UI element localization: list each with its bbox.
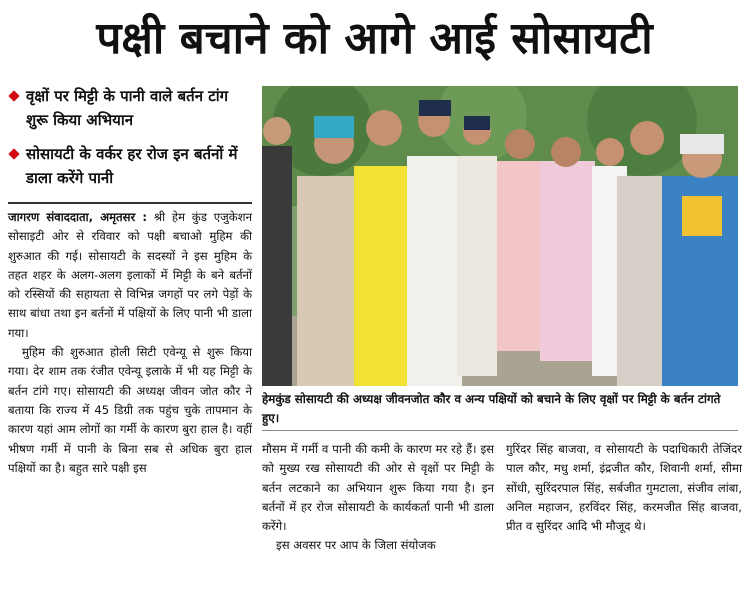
news-photo [262, 86, 738, 386]
red-diamond-bullet-icon [8, 90, 19, 101]
red-diamond-bullet-icon [8, 148, 19, 159]
photo-caption: हेमकुंड सोसायटी की अध्यक्ष जीवनजोत कौर व अन्य पक्षियों को बचाने के लिए वृक्षों पर मिट्टी के बर्तन टांगते हुए। [262, 392, 721, 425]
paragraph: गुरिंदर सिंह बाजवा, व सोसायटी के पदाधिकारी तेजिंदर पाल कौर, मधु शर्मा, इंद्रजीत कौर, शिवानी शर्मा, सीमा सोंधी, सुरिंदरपाल सिंह, सर्बजीत गुमटाला, संजीव लांबा, अनिल महाजन, हरविंदर सिंह, करमजीत सिंह बाजवा, प्रीत व सुरिंदर आदि भी मौजूद थे। [506, 442, 742, 534]
highlight-text: सोसायटी के वर्कर हर रोज इन बर्तनों में डाला करेंगे पानी [26, 145, 238, 187]
highlight-item [8, 142, 252, 190]
paragraph: इस अवसर पर आप के जिला संयोजक [276, 538, 436, 553]
headline: पक्षी बचाने को आगे आई सोसायटी [96, 13, 653, 64]
paragraph: श्री हेम कुंड एजुकेशन सोसाइटी ओर से रविवार को पक्षी बचाओ मुहिम की शुरुआत की गई। सोसायटी के सदस्यों ने इस मुहिम के तहत शहर के अलग-अलग इलाकों में मिट्टी के बने बर्तनों को रस्सियों की सहायता से विभिन्न जगहों पर लगे पेड़ों के साथ बांधा तथा इन बर्तनों में पक्षियों के लिए पानी भी डाला गया। [8, 210, 253, 340]
article-column-2 [262, 440, 494, 556]
group-photo-illustration [262, 86, 738, 386]
highlight-item [8, 84, 252, 132]
divider [262, 430, 738, 431]
highlight-text: वृक्षों पर मिट्टी के पानी वाले बर्तन टांग शुरू किया अभियान [26, 87, 229, 129]
paragraph: मौसम में गर्मी व पानी की कमी के कारण मर रहे हैं। इस को मुख्य रख सोसायटी की ओर से वृक्षों पर मिट्टी के बर्तन लटकाने का अभियान शुरू किया गया है। इन बर्तनों में हर रोज सोसायटी के कार्यकर्ता पानी भी डाला करेंगे। [262, 442, 494, 534]
highlights-list [8, 84, 252, 200]
paragraph: मुहिम की शुरुआत होली सिटी एवेन्यू से शुरू किया गया। देर शाम तक रंजीत एवेन्यू इलाके में भी यह मिट्टी के बर्तन टांगे गए। सोसायटी की अध्यक्ष जीवन जोत कौर ने बताया कि राज्य में 45 डिग्री तक पहुंच चुके तापमान के कारण यहां आम लोगों का गर्मी के कारण बुरा हाल है। वहीं भीषण गर्मी में पानी के बिना सब से अधिक बुरा हाल पक्षियों का है। बहुत सारे पक्षी इस [8, 345, 252, 475]
divider [8, 202, 252, 204]
article-column-1 [8, 208, 252, 478]
dateline: जागरण संवाददाता, अमृतसर : [8, 210, 148, 224]
article-column-3 [506, 440, 742, 536]
